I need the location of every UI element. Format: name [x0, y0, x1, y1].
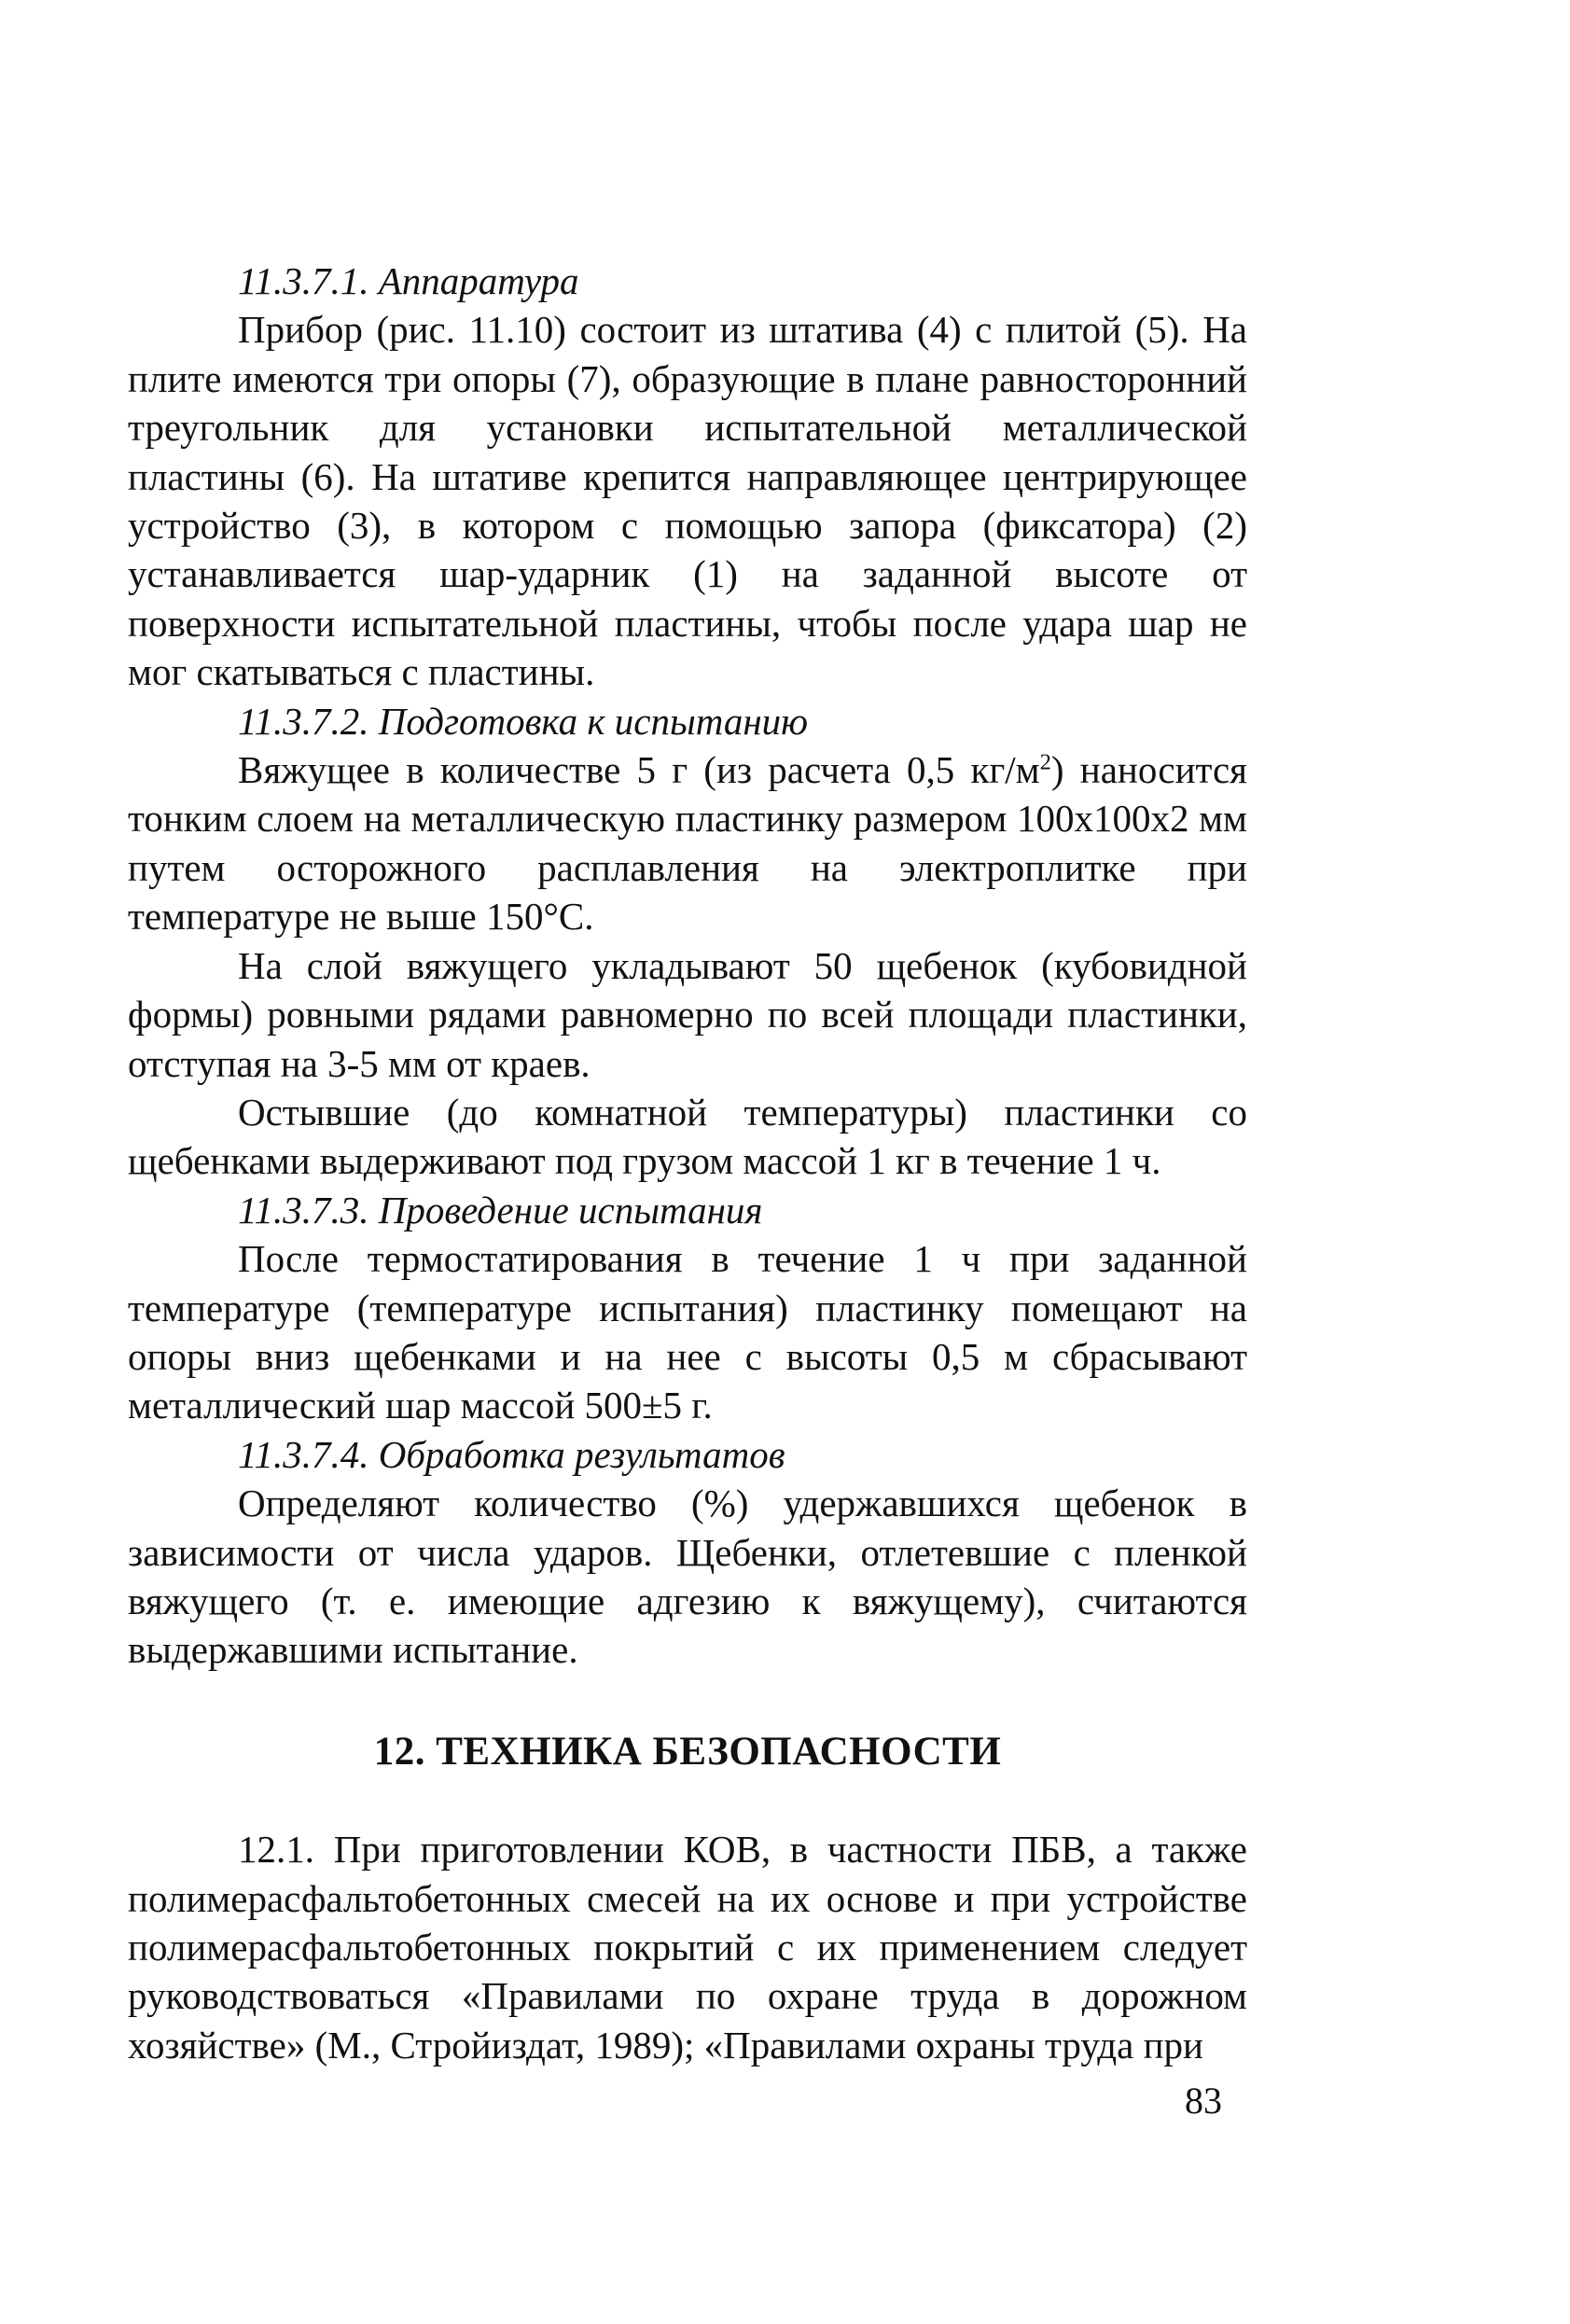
subsection-heading-apparatus: 11.3.7.1. Аппаратура [238, 259, 579, 302]
paragraph-gravel-layout: На слой вяжущего укладывают 50 щебенок (кубовидной формы) ровными рядами равномерно по всей площади пластинки, отступая на 3-5 мм от краев. [128, 943, 1247, 1085]
superscript-squared: 2 [1039, 749, 1051, 775]
page-number: 83 [1185, 2080, 1222, 2122]
subsection-heading-testing: 11.3.7.3. Проведение испытания [238, 1188, 763, 1232]
paragraph-cooling: Остывшие (до комнатной температуры) пластинки со щебенками выдерживают под грузом массой 1 кг в течение 1 ч. [128, 1090, 1247, 1183]
paragraph-testing: После термостатирования в течение 1 ч при заданной температуре (температуре испытания) пластинку помещают на опоры вниз щебенками и на нее с высоты 0,5 м сбрасывают металлический шар массой 500±5 г. [128, 1237, 1247, 1427]
paragraph-binder-amount-part1: Вяжущее в количестве 5 г (из расчета 0,5 кг/м [238, 748, 1040, 792]
subsection-heading-results: 11.3.7.4. Обработка результатов [238, 1432, 785, 1476]
paragraph-binder-amount [128, 745, 1247, 941]
paragraph-binder-amount-part2: ) наносится тонким слоем на металлическую пластинку размером 100х100х2 мм путем осторожного расплавления на электроплитке при температуре не выше 150°С. [128, 748, 1248, 939]
section-heading-safety: 12. ТЕХНИКА БЕЗОПАСНОСТИ [373, 1729, 1002, 1774]
subsection-heading-preparation: 11.3.7.2. Подготовка к испытанию [238, 699, 809, 743]
paragraph-results: Определяют количество (%) удержавшихся щебенок в зависимости от числа ударов. Щебенки, отлетевшие с пленкой вяжущего (т. е. имеющие адгезию к вяжущему), считаются выдержавшими испытание. [128, 1482, 1247, 1672]
paragraph-safety: 12.1. При приготовлении КОВ, в частности ПБВ, а также полимерасфальтобетонных смесей на их основе и при устройстве полимерасфальтобетонных покрытий с их применением следует руководствоваться «Правилами по охране труда в дорожном хозяйстве» (М., Стройиздат, 1989); «Правилами охраны труда при [128, 1828, 1247, 2067]
body-text [128, 257, 1247, 2069]
paragraph-apparatus: Прибор (рис. 11.10) состоит из штатива (4) с плитой (5). На плите имеются три опоры (7), образующие в плане равносторонний треугольник для установки испытательной металлической пластины (6). На штативе крепится направляющее центрирующее устройство (3), в котором с помощью запора (фиксатора) (2) устанавливается шар-ударник (1) на заданной высоте от поверхности испытательной пластины, чтобы после удара шар не мог скатываться с пластины. [128, 308, 1247, 694]
